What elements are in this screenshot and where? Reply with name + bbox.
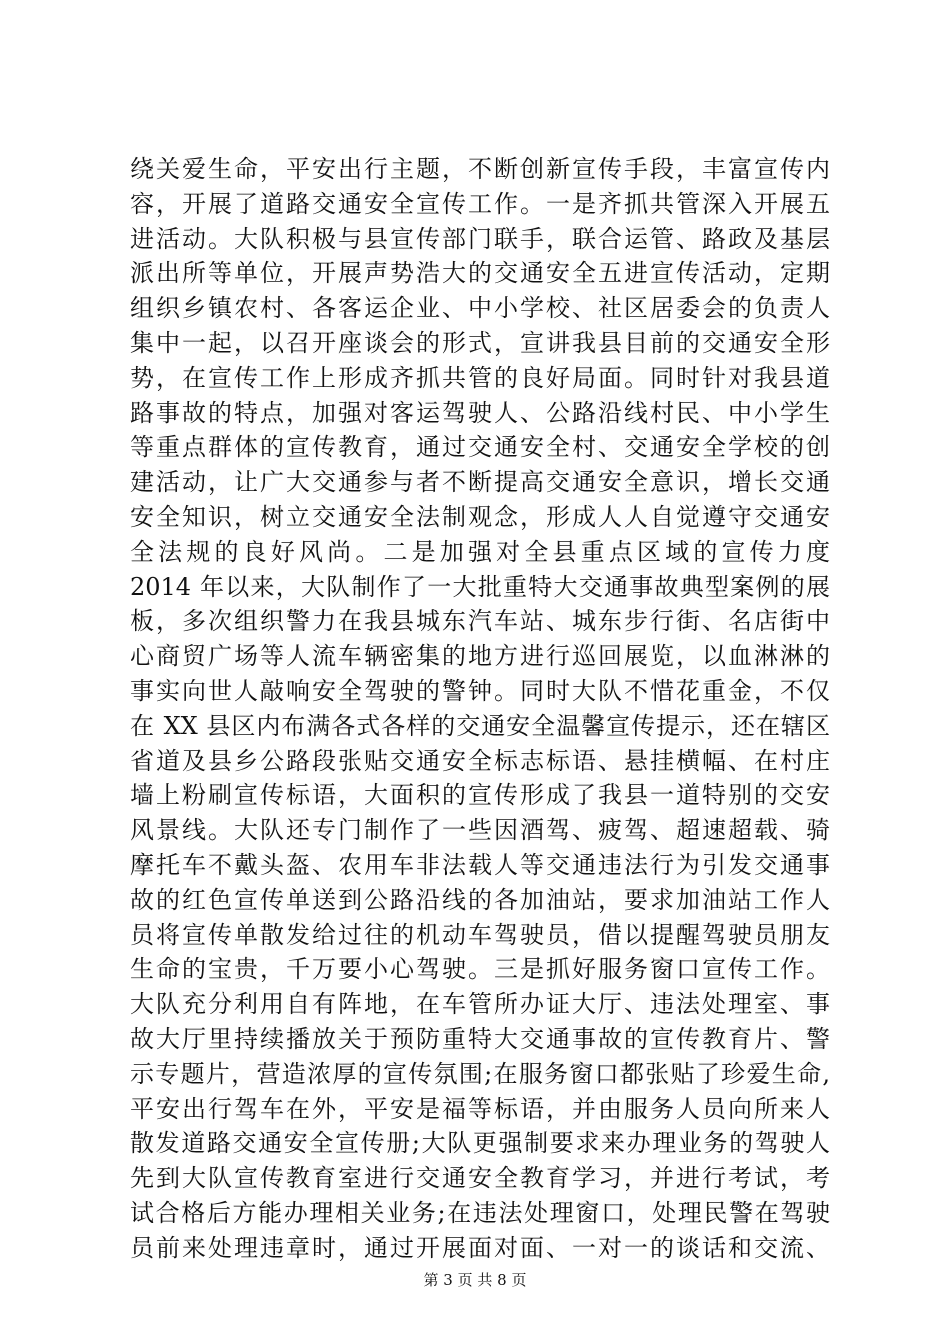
text-line: 大队充分利用自有阵地，在车管所办证大厅、违法处理室、事 [130,990,830,1019]
text-line: 先到大队宣传教育室进行交通安全教育学习，并进行考试，考 [130,1164,830,1193]
text-line: 平安出行驾车在外，平安是福等标语，并由服务人员向所来人 [130,1094,830,1123]
text-line: 试合格后方能办理相关业务;在违法处理窗口，处理民警在驾驶 [130,1198,830,1227]
text-line: 路事故的特点，加强对客运驾驶人、公路沿线村民、中小学生 [130,398,830,427]
text-line: 员将宣传单散发给过往的机动车驾驶员，借以提醒驾驶员朋友 [130,920,830,949]
text-line: 故的红色宣传单送到公路沿线的各加油站，要求加油站工作人 [130,885,830,914]
text-line: 全法规的良好风尚。二是加强对全县重点区域的宣传力度 [130,537,830,566]
text-line: 故大厅里持续播放关于预防重特大交通事故的宣传教育片、警 [130,1024,830,1053]
text-line: 派出所等单位，开展声势浩大的交通安全五进宣传活动，定期 [130,259,830,288]
text-line: 员前来处理违章时，通过开展面对面、一对一的谈话和交流、 [130,1233,830,1262]
text-line: 生命的宝贵，千万要小心驾驶。三是抓好服务窗口宣传工作。 [130,955,830,984]
page-indicator: 第 3 页 共 8 页 [423,1271,527,1289]
text-line: 等重点群体的宣传教育，通过交通安全村、交通安全学校的创 [130,433,830,462]
text-line: 省道及县乡公路段张贴交通安全标志标语、悬挂横幅、在村庄 [130,746,830,775]
body-text [130,152,830,1266]
text-line: 集中一起，以召开座谈会的形式，宣讲我县目前的交通安全形 [130,328,830,357]
text-line: 事实向世人敲响安全驾驶的警钟。同时大队不惜花重金，不仅 [130,676,830,705]
text-line: 散发道路交通安全宣传册;大队更强制要求来办理业务的驾驶人 [130,1129,830,1158]
text-line: 容，开展了道路交通安全宣传工作。一是齐抓共管深入开展五 [130,189,830,218]
text-line: 在 XX 县区内布满各式各样的交通安全温馨宣传提示，还在辖区 [130,711,830,740]
text-line: 组织乡镇农村、各客运企业、中小学校、社区居委会的负责人 [130,294,830,323]
text-line: 势，在宣传工作上形成齐抓共管的良好局面。同时针对我县道 [130,363,830,392]
text-line: 墙上粉刷宣传标语，大面积的宣传形成了我县一道特别的交安 [130,781,830,810]
text-line: 摩托车不戴头盔、农用车非法载人等交通违法行为引发交通事 [130,850,830,879]
text-line: 进活动。大队积极与县宣传部门联手，联合运管、路政及基层 [130,224,830,253]
text-line: 示专题片，营造浓厚的宣传氛围;在服务窗口都张贴了珍爱生命, [130,1059,830,1088]
text-line: 安全知识，树立交通安全法制观念，形成人人自觉遵守交通安 [130,502,830,531]
text-line: 绕关爱生命，平安出行主题，不断创新宣传手段，丰富宣传内 [130,155,830,183]
text-line: 建活动，让广大交通参与者不断提高交通安全意识，增长交通 [130,468,830,497]
text-line: 板，多次组织警力在我县城东汽车站、城东步行街、名店街中 [130,607,830,636]
page-footer [0,1270,950,1290]
text-line: 心商贸广场等人流车辆密集的地方进行巡回展览，以血淋淋的 [130,642,830,671]
text-line: 风景线。大队还专门制作了一些因酒驾、疲驾、超速超载、骑 [130,816,830,845]
text-line: 2014 年以来，大队制作了一大批重特大交通事故典型案例的展 [130,572,830,601]
